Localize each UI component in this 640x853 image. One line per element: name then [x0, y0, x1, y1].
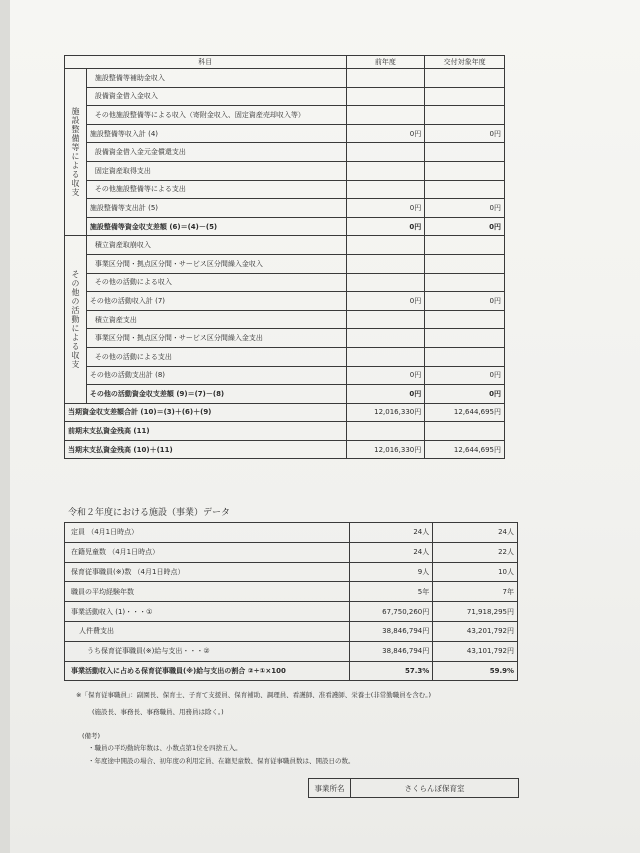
table-row — [65, 347, 505, 366]
remarks-line-2: ・年度途中開設の場合、初年度の利用定員、在籍児童数、保育従事職員数は、開設日の数。 — [88, 757, 355, 765]
prev-value — [346, 106, 425, 125]
row-label: その他の活動資金収支差額 (9)＝(7)－(8) — [86, 385, 346, 404]
curr-value — [425, 329, 505, 348]
row-label: 施設整備等補助金収入 — [86, 69, 346, 88]
curr-value — [425, 310, 505, 329]
table-header — [65, 56, 505, 69]
table-row — [65, 310, 505, 329]
prev-value — [346, 254, 425, 273]
row-label: その他施設整備等による収入（寄附金収入、固定資産売却収入等） — [86, 106, 346, 125]
row-label: 設備資金借入金収入 — [86, 87, 346, 106]
row-label: 事業区分間・拠点区分間・サービス区分間繰入金収入 — [86, 254, 346, 273]
prev-value — [346, 143, 425, 162]
curr-value — [425, 180, 505, 199]
prev-value: 0円 — [346, 385, 425, 404]
curr-value — [425, 273, 505, 292]
row-label: 施設整備等収入計 (4) — [86, 124, 346, 143]
curr-value — [425, 69, 505, 88]
table-row — [65, 542, 518, 562]
prev-value — [346, 69, 425, 88]
table-row — [65, 562, 518, 582]
row-label: その他の活動による支出 — [86, 347, 346, 366]
curr-value: 0円 — [425, 199, 505, 218]
curr-value — [425, 347, 505, 366]
curr-value: 59.9% — [433, 661, 518, 681]
data-section-title: 令和２年度における施設（事業）データ — [68, 508, 231, 518]
table-row — [65, 180, 505, 199]
note-staff-exclusion: (施設長、事務長、事務職員、用務員は除く。) — [92, 708, 224, 716]
curr-value: 0円 — [425, 292, 505, 311]
row-label: 施設整備等支出計 (5) — [86, 199, 346, 218]
curr-value — [425, 87, 505, 106]
row-label: 保育従事職員(※)数 （4月1日時点） — [65, 562, 350, 582]
prev-value: 0円 — [346, 366, 425, 385]
prev-value: 57.3% — [349, 661, 433, 681]
total-row — [65, 440, 505, 459]
paper-edge — [0, 0, 10, 853]
remarks-line-1: ・職員の平均勤続年数は、小数点第1位を四捨五入。 — [88, 744, 242, 752]
curr-value — [425, 143, 505, 162]
row-label: 施設整備等資金収支差額 (6)＝(4)－(5) — [86, 217, 346, 236]
facility-group-label: 施設整備等による収支 — [65, 69, 87, 236]
header-current-year: 交付対象年度 — [425, 56, 505, 69]
table-row — [65, 106, 505, 125]
cashflow-table — [64, 55, 505, 459]
prev-value: 0円 — [346, 124, 425, 143]
office-name: さくらんぼ保育室 — [350, 779, 518, 798]
table-row — [65, 161, 505, 180]
prev-value — [346, 236, 425, 255]
prev-value — [346, 161, 425, 180]
row-label: 事業活動収入 (1)・・・① — [65, 602, 350, 622]
prev-value: 0円 — [346, 199, 425, 218]
row-label: 当期資金収支差額合計 (10)＝(3)＋(6)＋(9) — [65, 403, 347, 422]
row-label: その他施設整備等による支出 — [86, 180, 346, 199]
prev-value — [346, 422, 425, 441]
curr-value: 0円 — [425, 366, 505, 385]
other-group-label: その他の活動による収支 — [65, 236, 87, 403]
prev-value: 9人 — [349, 562, 433, 582]
row-label: その他の活動による収入 — [86, 273, 346, 292]
header-item: 科目 — [65, 56, 347, 69]
prev-value: 38,846,794円 — [349, 641, 433, 661]
curr-value: 0円 — [425, 124, 505, 143]
table-row — [65, 143, 505, 162]
curr-value: 10人 — [433, 562, 518, 582]
curr-value: 71,918,295円 — [433, 602, 518, 622]
curr-value: 43,201,792円 — [433, 621, 518, 641]
prev-value: 12,016,330円 — [346, 440, 425, 459]
table-row — [65, 199, 505, 218]
prev-value: 67,750,260円 — [349, 602, 433, 622]
table-row — [309, 779, 519, 798]
curr-value: 43,101,792円 — [433, 641, 518, 661]
curr-value: 0円 — [425, 385, 505, 404]
prev-value: 0円 — [346, 217, 425, 236]
curr-value: 7年 — [433, 582, 518, 602]
row-label: その他の活動収入計 (7) — [86, 292, 346, 311]
office-label: 事業所名 — [309, 779, 351, 798]
table-row — [65, 523, 518, 543]
row-label: 積立資産支出 — [86, 310, 346, 329]
prev-value — [346, 329, 425, 348]
prev-value — [346, 180, 425, 199]
prev-value: 12,016,330円 — [346, 403, 425, 422]
header-prev-year: 前年度 — [346, 56, 425, 69]
prev-value — [346, 273, 425, 292]
table-row — [65, 87, 505, 106]
note-staff-definition: ※「保育従事職員」：副園長、保育士、子育て支援員、保育補助、調理員、看護師、准看護師、栄養士(非常勤職員を含む。) — [76, 691, 432, 699]
row-label: 人件費支出 — [65, 621, 350, 641]
prev-value — [346, 87, 425, 106]
table-row — [65, 69, 505, 88]
row-label: 事業活動収入に占める保育従事職員(※)給与支出の割合 ②÷①×100 — [65, 661, 350, 681]
prev-value: 38,846,794円 — [349, 621, 433, 641]
table-row — [65, 366, 505, 385]
table-row — [65, 602, 518, 622]
curr-value — [425, 254, 505, 273]
curr-value: 0円 — [425, 217, 505, 236]
row-label: 事業区分間・拠点区分間・サービス区分間繰入金支出 — [86, 329, 346, 348]
row-label: 固定資産取得支出 — [86, 161, 346, 180]
table-row — [65, 641, 518, 661]
curr-value — [425, 422, 505, 441]
row-label: その他の活動支出計 (8) — [86, 366, 346, 385]
prev-value: 24人 — [349, 542, 433, 562]
curr-value — [425, 236, 505, 255]
table-row — [65, 385, 505, 404]
table-row — [65, 217, 505, 236]
row-label: 設備資金借入金元金償還支出 — [86, 143, 346, 162]
total-row — [65, 403, 505, 422]
table-row — [65, 329, 505, 348]
table-row — [65, 582, 518, 602]
prev-value — [346, 310, 425, 329]
row-label: 職員の平均経験年数 — [65, 582, 350, 602]
table-row — [65, 621, 518, 641]
table-row — [65, 236, 505, 255]
row-label: 積立資産取崩収入 — [86, 236, 346, 255]
curr-value: 12,644,695円 — [425, 440, 505, 459]
table-row — [65, 292, 505, 311]
prev-value — [346, 347, 425, 366]
curr-value — [425, 161, 505, 180]
prev-value: 0円 — [346, 292, 425, 311]
row-label: 定員 （4月1日時点） — [65, 523, 350, 543]
table-row — [65, 254, 505, 273]
prev-value: 24人 — [349, 523, 433, 543]
table-row — [65, 661, 518, 681]
curr-value: 12,644,695円 — [425, 403, 505, 422]
prev-value: 5年 — [349, 582, 433, 602]
office-name-box — [308, 778, 519, 798]
table-row — [65, 124, 505, 143]
row-label: 前期末支払資金残高 (11) — [65, 422, 347, 441]
row-label: 在籍児童数 （4月1日時点） — [65, 542, 350, 562]
facility-data-table — [64, 522, 518, 681]
curr-value: 24人 — [433, 523, 518, 543]
row-label: うち保育従事職員(※)給与支出・・・② — [65, 641, 350, 661]
row-label: 当期末支払資金残高 (10)＋(11) — [65, 440, 347, 459]
remarks-heading: (備考) — [82, 732, 101, 740]
curr-value: 22人 — [433, 542, 518, 562]
curr-value — [425, 106, 505, 125]
total-row — [65, 422, 505, 441]
table-row — [65, 273, 505, 292]
